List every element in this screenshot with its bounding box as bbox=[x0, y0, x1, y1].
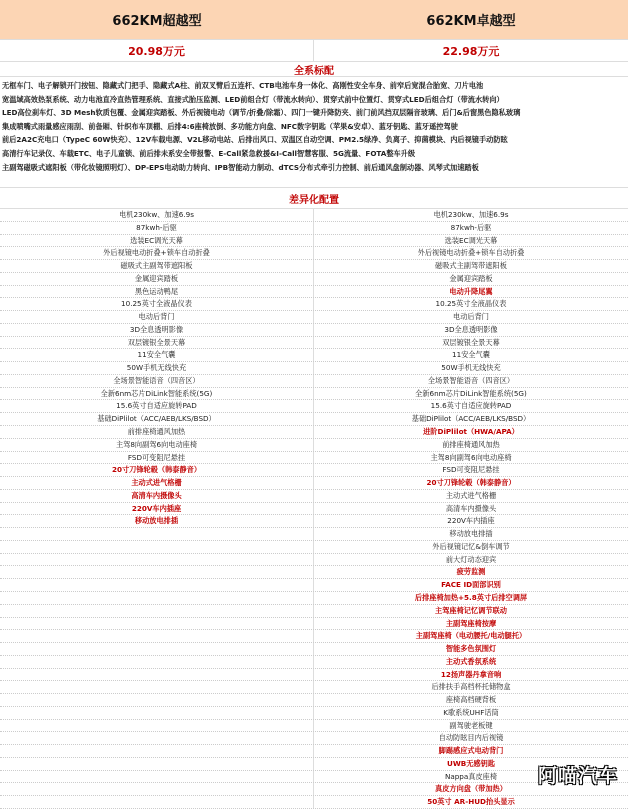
feature-cell-left bbox=[0, 758, 314, 770]
feature-cell-left: 全场景智能语音（四音区） bbox=[0, 375, 314, 387]
feature-cell-right: 后排座椅加热+5.8英寸后排空调屏 bbox=[414, 592, 528, 602]
feature-cell-right: 高清车内摄像头 bbox=[445, 503, 497, 513]
feature-cell-left bbox=[0, 528, 314, 540]
feature-cell-right: 双层镀银全景天幕 bbox=[442, 337, 500, 347]
feature-cell-right: 后排扶手高档杯托储物盒 bbox=[431, 682, 511, 692]
feature-cell-left: 黑色运动鸭尾 bbox=[0, 286, 314, 298]
table-row bbox=[0, 515, 628, 528]
feature-cell-left: 主动式进气格栅 bbox=[0, 477, 314, 489]
table-row bbox=[0, 618, 628, 631]
watermark: 阿喵汽车 bbox=[537, 765, 618, 787]
price-right: 22.98万元 bbox=[442, 44, 500, 58]
standard-line: 集成喷嘴式雨量感应雨刮、前备厢、针织布车顶棚、后排4:6座椅放倒、多功能方向盘、NFC数字钥匙（苹果&安卓）、蓝牙钥匙、蓝牙遥控驾驶 bbox=[2, 121, 458, 131]
table-row bbox=[0, 605, 628, 618]
feature-cell-right: UWB无感钥匙 bbox=[447, 758, 495, 768]
feature-cell-right: 主副驾座椅（电动腰托/电动腿托） bbox=[415, 631, 527, 641]
table-row bbox=[0, 311, 628, 324]
feature-cell-left: 电动后背门 bbox=[0, 311, 314, 323]
feature-cell-left bbox=[0, 630, 314, 642]
feature-cell-left: 前排座椅通风加热 bbox=[0, 426, 314, 438]
feature-cell-right: FACE ID面部识别 bbox=[441, 580, 501, 590]
standard-line: 高清行车记录仪、车载ETC、电子儿童锁、前后排未系安全带报警、E-Call紧急救援&I-Call智慧客服、5G流量、FOTA整车升级 bbox=[2, 148, 416, 158]
trim-name-right: 662KM卓越型 bbox=[426, 14, 516, 29]
trim-name-left: 662KM超越型 bbox=[112, 14, 202, 29]
feature-cell-right: 12扬声器丹拿音响 bbox=[440, 669, 502, 679]
table-row bbox=[0, 554, 628, 567]
feature-cell-left bbox=[0, 681, 314, 693]
feature-cell-right: 外后视镜记忆&倒车调节 bbox=[432, 541, 510, 551]
table-row bbox=[0, 235, 628, 248]
table-row bbox=[0, 247, 628, 260]
table-row bbox=[0, 375, 628, 388]
diff-section-title: 差异化配置 bbox=[0, 188, 628, 209]
feature-cell-left: 20寸刀锋轮毂（韩泰静音） bbox=[0, 464, 314, 476]
feature-cell-left bbox=[0, 669, 314, 681]
table-row bbox=[0, 349, 628, 362]
feature-cell-right: 15.6英寸自适应旋转PAD bbox=[430, 401, 512, 411]
feature-cell-right: 脚踢感应式电动背门 bbox=[438, 746, 504, 756]
table-row bbox=[0, 490, 628, 503]
table-row bbox=[0, 783, 628, 796]
feature-cell-left: 外后视镜电动折叠+锁车自动折叠 bbox=[0, 247, 314, 259]
feature-cell-left: 主驾8向副驾6向电动座椅 bbox=[0, 439, 314, 451]
feature-cell-left: 87kwh-后驱 bbox=[0, 222, 314, 234]
table-row bbox=[0, 503, 628, 516]
feature-cell-right: 磁吸式主副驾带遮阳板 bbox=[435, 261, 507, 271]
feature-cell-left bbox=[0, 554, 314, 566]
table-row bbox=[0, 694, 628, 707]
feature-cell-right: K歌系统UHF话筒 bbox=[443, 707, 499, 717]
feature-cell-right: 副驾驶老板键 bbox=[449, 720, 493, 730]
feature-cell-left: 移动放电排插 bbox=[0, 515, 314, 527]
feature-cell-left bbox=[0, 618, 314, 630]
table-row bbox=[0, 324, 628, 337]
table-row bbox=[0, 477, 628, 490]
feature-cell-right: 电动升降尾翼 bbox=[449, 286, 493, 296]
feature-cell-left: 全新6nm芯片DiLink智能系统(5G) bbox=[0, 388, 314, 400]
feature-cell-left: 电机230kw、加速6.9s bbox=[0, 209, 314, 221]
table-row bbox=[0, 337, 628, 350]
feature-cell-left bbox=[0, 541, 314, 553]
feature-cell-right: 座椅高档硬背板 bbox=[445, 695, 497, 705]
table-row bbox=[0, 286, 628, 299]
table-row bbox=[0, 656, 628, 669]
feature-cell-right: 10.25英寸全液晶仪表 bbox=[435, 299, 507, 309]
feature-cell-right: 50英寸 AR-HUD抬头显示 bbox=[427, 797, 515, 807]
table-row bbox=[0, 400, 628, 413]
table-row bbox=[0, 464, 628, 477]
table-row bbox=[0, 745, 628, 758]
feature-cell-left: 50W手机无线快充 bbox=[0, 362, 314, 374]
feature-cell-left: 15.6英寸自适应旋转PAD bbox=[0, 400, 314, 412]
table-row bbox=[0, 566, 628, 579]
table-row bbox=[0, 222, 628, 235]
feature-cell-left: 220V车内插座 bbox=[0, 503, 314, 515]
feature-cell-left bbox=[0, 707, 314, 719]
table-row bbox=[0, 669, 628, 682]
feature-cell-left: 选装EC调光天幕 bbox=[0, 235, 314, 247]
table-row bbox=[0, 260, 628, 273]
feature-cell-left bbox=[0, 694, 314, 706]
feature-cell-right: 基础DiPlilot（ACC/AEB/LKS/BSD） bbox=[411, 414, 531, 424]
feature-cell-right: 电动后背门 bbox=[453, 312, 489, 322]
feature-cell-right: 真皮方向盘（带加热） bbox=[435, 784, 507, 794]
table-row bbox=[0, 273, 628, 286]
feature-cell-right: 50W手机无线快充 bbox=[441, 363, 501, 373]
feature-cell-left bbox=[0, 745, 314, 757]
feature-cell-left bbox=[0, 771, 314, 783]
feature-cell-left bbox=[0, 605, 314, 617]
table-row bbox=[0, 362, 628, 375]
feature-cell-right: 外后视镜电动折叠+锁车自动折叠 bbox=[417, 248, 525, 258]
table-row bbox=[0, 541, 628, 554]
table-row bbox=[0, 707, 628, 720]
feature-cell-right: FSD可变阻尼悬挂 bbox=[442, 465, 500, 475]
table-row bbox=[0, 439, 628, 452]
feature-cell-right: 前排座椅通风加热 bbox=[442, 439, 500, 449]
table-row bbox=[0, 528, 628, 541]
feature-cell-right: 移动放电排插 bbox=[449, 529, 493, 539]
price-row bbox=[0, 40, 628, 62]
feature-cell-right: 3D全息透明影像 bbox=[444, 324, 498, 334]
table-row bbox=[0, 771, 628, 784]
feature-cell-left bbox=[0, 579, 314, 591]
feature-cell-right: 全新6nm芯片DiLink智能系统(5G) bbox=[415, 388, 527, 398]
table-row bbox=[0, 413, 628, 426]
table-row bbox=[0, 720, 628, 733]
standard-features bbox=[0, 77, 628, 188]
feature-cell-left bbox=[0, 783, 314, 795]
feature-cell-right: 金属迎宾踏板 bbox=[449, 273, 493, 283]
feature-cell-right: 自动防眩目内后视镜 bbox=[438, 733, 504, 743]
feature-cell-left: 金属迎宾踏板 bbox=[0, 273, 314, 285]
standard-section-title: 全系标配 bbox=[0, 62, 628, 77]
feature-cell-right: 20寸刀锋轮毂（韩泰静音） bbox=[426, 478, 516, 488]
table-row bbox=[0, 592, 628, 605]
feature-cell-right: 主副驾座椅按摩 bbox=[445, 618, 497, 628]
table-row bbox=[0, 452, 628, 465]
feature-cell-left: 磁吸式主副驾带遮阳板 bbox=[0, 260, 314, 272]
diff-table bbox=[0, 209, 628, 809]
table-row bbox=[0, 426, 628, 439]
feature-cell-right: 主动式香氛系统 bbox=[445, 656, 497, 666]
feature-cell-right: 220V车内插座 bbox=[447, 516, 495, 526]
standard-line: 主副驾磁吸式遮阳板（带化妆镜照明灯）、DP-EPS电动助力转向、IPB智能动力制动、dTCS分布式牵引力控制、前后通风盘制动器、风琴式加速踏板 bbox=[2, 162, 479, 172]
feature-cell-right: 11安全气囊 bbox=[452, 350, 490, 360]
standard-line: 宽温域高效热泵系统、动力电池直冷直热管理系统、直接式胎压监测、LED前组合灯（带流水转向）、贯穿式前中位置灯、贯穿式LED后组合灯（带流水转向） bbox=[2, 94, 504, 104]
table-row bbox=[0, 630, 628, 643]
feature-cell-left: FSD可变阻尼悬挂 bbox=[0, 452, 314, 464]
standard-line: LED高位刹车灯、3D Mesh软质包覆、金属迎宾踏板、外后视镜电动（调节/折叠/除霜）、四门一键升降防夹、前门前风挡双层隔音玻璃、后门&后窗黑色隐私玻璃 bbox=[2, 108, 521, 118]
table-row bbox=[0, 796, 628, 809]
feature-cell-left bbox=[0, 796, 314, 808]
feature-cell-right: 前大灯动态迎宾 bbox=[445, 554, 497, 564]
trim-header-row bbox=[0, 0, 628, 40]
feature-cell-right: 智能多色氛围灯 bbox=[445, 644, 497, 654]
feature-cell-right: 电机230kw、加速6.9s bbox=[433, 210, 509, 219]
table-row bbox=[0, 643, 628, 656]
feature-cell-left bbox=[0, 656, 314, 668]
feature-cell-left: 双层镀银全景天幕 bbox=[0, 337, 314, 349]
feature-cell-left: 高清车内摄像头 bbox=[0, 490, 314, 502]
feature-cell-right: 主驾8向副驾6向电动座椅 bbox=[430, 452, 512, 462]
feature-cell-left: 3D全息透明影像 bbox=[0, 324, 314, 336]
standard-line: 前后2A2C充电口（TypeC 60W快充）、12V车载电源、V2L移动电站、后排出风口、双温区自动空调、PM2.5绿净、负离子、抑菌模块、内后视镜手动防眩 bbox=[2, 135, 508, 145]
feature-cell-right: 进阶DiPlilot（HWA/APA） bbox=[423, 427, 519, 437]
feature-cell-left bbox=[0, 643, 314, 655]
feature-cell-left bbox=[0, 732, 314, 744]
feature-cell-left: 11安全气囊 bbox=[0, 349, 314, 361]
feature-cell-left: 10.25英寸全液晶仪表 bbox=[0, 298, 314, 310]
feature-cell-right: 选装EC调光天幕 bbox=[444, 235, 498, 245]
feature-cell-right: 疲劳监测 bbox=[456, 567, 486, 577]
table-row bbox=[0, 732, 628, 745]
feature-cell-right: 87kwh-后驱 bbox=[450, 222, 492, 232]
price-left: 20.98万元 bbox=[0, 40, 314, 61]
feature-cell-right: 主动式进气格栅 bbox=[445, 490, 497, 500]
standard-line: 无框车门、电子解锁开门按钮、隐藏式门把手、隐藏式A柱、前双叉臂后五连杆、CTB电池车身一体化、高刚性安全车身、前窄后宽混合胎宽、刀片电池 bbox=[2, 81, 484, 90]
table-row bbox=[0, 579, 628, 592]
feature-cell-right: 全场景智能语音（四音区） bbox=[427, 375, 515, 385]
feature-cell-left bbox=[0, 592, 314, 604]
table-row bbox=[0, 681, 628, 694]
feature-cell-right: Nappa真皮座椅 bbox=[444, 771, 498, 781]
feature-cell-left bbox=[0, 566, 314, 578]
table-row bbox=[0, 758, 628, 771]
feature-cell-left: 基础DiPlilot（ACC/AEB/LKS/BSD） bbox=[0, 413, 314, 425]
table-row bbox=[0, 209, 628, 222]
feature-cell-right: 主驾座椅记忆调节联动 bbox=[435, 605, 507, 615]
feature-cell-left bbox=[0, 720, 314, 732]
table-row bbox=[0, 298, 628, 311]
table-row bbox=[0, 388, 628, 401]
